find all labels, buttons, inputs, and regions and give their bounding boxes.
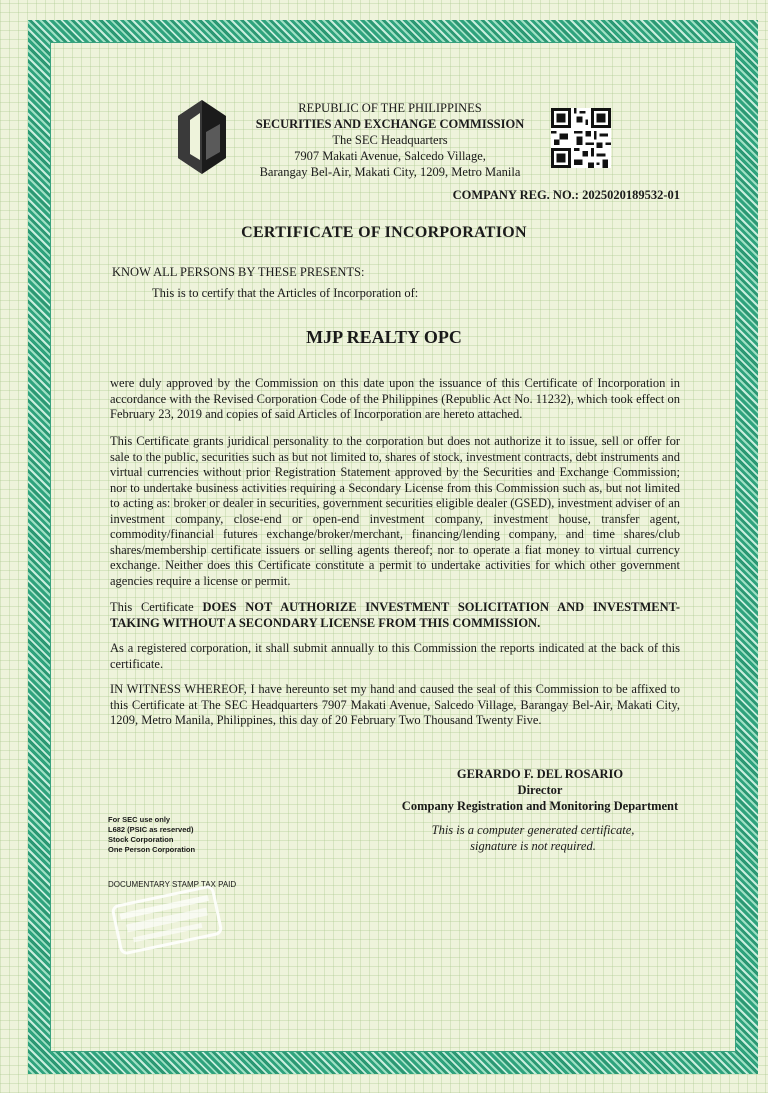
stamp-emboss-icon xyxy=(107,879,227,961)
qr-code-icon xyxy=(551,108,611,168)
signature-block xyxy=(330,766,750,814)
note-line-1: This is a computer generated certificate, xyxy=(431,823,635,837)
agency-line: SECURITIES AND EXCHANGE COMMISSION xyxy=(255,117,525,131)
note-line-2: signature is not required. xyxy=(470,839,596,853)
paragraph-reports: As a registered corporation, it shall submit annually to this Commission the reports indicated at the back of this certificate. xyxy=(110,641,680,671)
address-line-1: 7907 Makati Avenue, Salcedo Village, xyxy=(294,149,486,163)
paragraph-juridical: This Certificate grants juridical personality to the corporation but does not authorize it to issue, sell or offer for sale to the public, securities such as but not limited to, shares of stock, investment contracts, debt instruments and virtual currencies without prior Registration Statement approved by the Securities and Exchange Commission; nor to undertake business activities requiring a Secondary License from this Commission such as, but not limited to acting as: broker or dealer in securities, government securities eligible dealer (GSED), investment adviser of an investment company, close-end or open-end investment company, investment house, transfer agent, commodity/financial futures exchange/broker/merchant, financing/lending company, and time shares/club shares/membership certificate issuers or selling agents thereof; nor to operate a fiat money to virtual currency exchange. Neither does this Certificate constitute a permit to undertake activities for which other government agencies require a license or permit. xyxy=(110,434,680,588)
sec-use-line-1: For SEC use only xyxy=(108,815,171,824)
republic-line: REPUBLIC OF THE PHILIPPINES xyxy=(298,101,482,115)
sec-use-line-2: L682 (PSIC as reserved) xyxy=(108,825,194,834)
signatory-department: Company Registration and Monitoring Department xyxy=(401,799,679,813)
signatory-name: GERARDO F. DEL ROSARIO xyxy=(456,767,624,781)
computer-generated-note xyxy=(358,822,708,854)
warning-prefix: This Certificate xyxy=(110,600,203,614)
address-line-2: Barangay Bel-Air, Makati City, 1209, Metro Manila xyxy=(259,165,521,179)
sec-use-block xyxy=(108,815,195,855)
sec-logo-icon xyxy=(176,98,228,176)
know-all-persons: KNOW ALL PERSONS BY THESE PRESENTS: xyxy=(112,265,365,279)
paragraph-warning xyxy=(110,600,680,631)
stamp-label: DOCUMENTARY STAMP TAX PAID xyxy=(108,880,237,889)
sec-use-line-4: One Person Corporation xyxy=(108,845,196,854)
paragraph-approval: were duly approved by the Commission on this date upon the issuance of this Certificate of Incorporation in accordance with the Revised Corporation Code of the Philippines (Republic Act No. 11232), which took effect on February 23, 2019 and copies of said Articles of Incorporation are hereto attached. xyxy=(110,376,680,421)
signatory-position: Director xyxy=(517,783,563,797)
certificate-title: CERTIFICATE OF INCORPORATION xyxy=(241,224,527,241)
paragraph-witness: IN WITNESS WHEREOF, I have hereunto set my hand and caused the seal of this Commission to be affixed to this Certificate at The SEC Headquarters 7907 Makati Avenue, Salcedo Village, Barangay Bel-Air, Makati City, 1209, Metro Manila, Philippines, this day of 20 February Two Thousand Twenty Five. xyxy=(110,682,680,727)
hq-line: The SEC Headquarters xyxy=(332,133,448,147)
company-name: MJP REALTY OPC xyxy=(306,327,462,347)
certify-line: This is to certify that the Articles of Incorporation of: xyxy=(152,286,419,300)
sec-use-line-3: Stock Corporation xyxy=(108,835,174,844)
warning-bold: DOES NOT AUTHORIZE INVESTMENT SOLICITATION AND INVESTMENT-TAKING WITHOUT A SECONDARY LICENSE FROM THIS COMMISSION. xyxy=(110,600,680,630)
company-reg-no: COMPANY REG. NO.: 2025020189532-01 xyxy=(452,188,680,202)
sec-header xyxy=(240,100,540,180)
